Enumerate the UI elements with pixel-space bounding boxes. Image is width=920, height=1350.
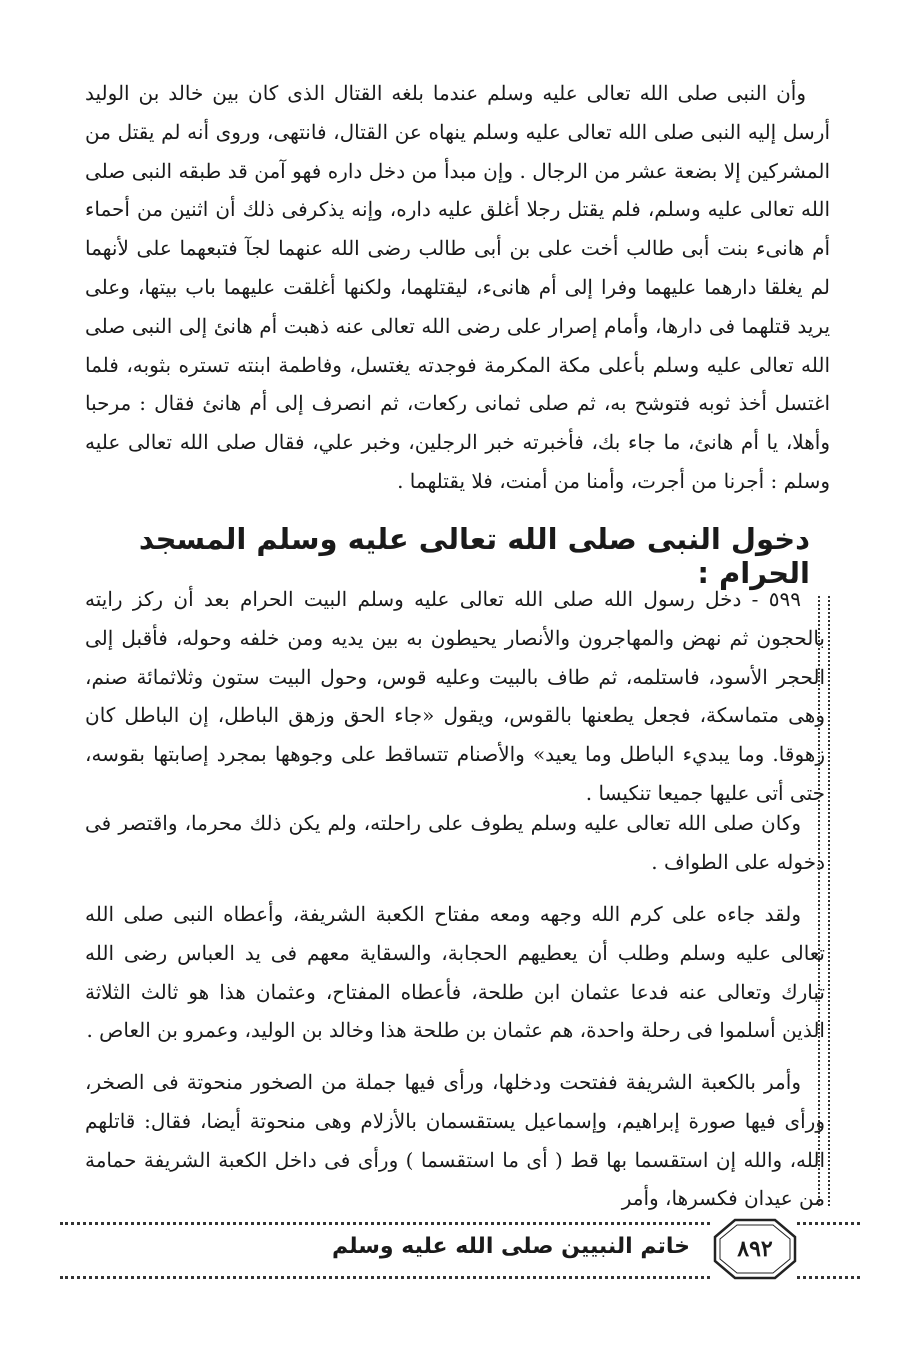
- text-line: وسلم : أجرنا من أجرت، وأمنا من أمنت، فلا يقتلهما .: [397, 468, 830, 493]
- paragraph-text: [85, 74, 830, 501]
- text-line: ذهبت أم هانئ إلى النبى صلى الله تعالى عليه وسلم بأعلى مكة المكرمة فوجدته يغتسل، وفاطمة ابنته: [85, 313, 831, 377]
- page-number-badge: [713, 1217, 797, 1281]
- paragraph-inside-kaaba: [85, 1063, 825, 1218]
- paragraph-kaaba-key: [85, 895, 825, 1050]
- text-line: دخوله على الطواف .: [651, 849, 825, 874]
- section-heading: دخول النبى صلى الله تعالى عليه وسلم المسجد الحرام :: [138, 522, 810, 590]
- text-line: فيها صورة إبراهيم، وإسماعيل يستقسمان بالأزلام وهى منحوتة أيضا، فقال: قاتلهم الله، والله إن: [85, 1108, 826, 1172]
- text-line: ابن طلحة، فأعطاه المفتاح، وعثمان هذا هو ثالث الثلاثة الذين أسلموا فى رحلة واحدة، هم عثمان بن: [85, 979, 825, 1043]
- text-line: وأن النبى صلى الله تعالى عليه وسلم عندما بلغه القتال الذى كان بين خالد بن الوليد أرسل إليه: [85, 81, 831, 144]
- page-number: ٨٩٢: [737, 1236, 773, 1262]
- paragraph-hani-story: [85, 74, 830, 501]
- text-line: مرحبا وأهلا، يا أم هانئ، ما جاء بك، فأخبرته خبر الرجلين، وخبر علي، فقال صلى الله تعالى عليه: [85, 391, 830, 455]
- paragraph-text: [85, 895, 825, 1050]
- paragraph-text: [85, 1063, 825, 1218]
- text-line: وسلم وطلب أن يعطيهم الحجابة، والسقاية معهم فى يد العباس رضى الله تبارك وتعالى عنه فدعا عثمان: [85, 940, 826, 1004]
- paragraph-text: [85, 804, 825, 882]
- side-decorative-border: [818, 596, 830, 1206]
- text-line: ولقد جاءه على كرم الله وجهه ومعه مفتاح الكعبة الشريفة، وأعطاه النبى صلى الله تعالى عليه: [85, 902, 826, 965]
- text-line: من الرجال . وإن مبدأ من دخل داره فهو آمن قد طبقه النبى صلى الله تعالى عليه وسلم، فلم يقتل رجلا: [85, 158, 830, 222]
- text-line: وكان صلى الله تعالى عليه وسلم يطوف على راحلته، ولم يكن ذلك محرما، واقتصر فى: [85, 811, 801, 835]
- text-line: والأصنام تتساقط على وجوهها بمجرد إصابتها بقوسه، حتى أتى عليها جميعا تنكيسا .: [85, 742, 825, 805]
- text-line: تستره بثوبه، فلما اغتسل أخذ ثوبه فتوشح به، ثم صلى ثمانى ركعات، ثم انصرف إلى أم هانئ فقال :: [85, 352, 830, 416]
- paragraph-text: [85, 580, 825, 813]
- paragraph-entering-haram: [85, 580, 825, 813]
- text-line: ثم نهض والمهاجرون والأنصار يحيطون به بين يديه ومن خلفه وحوله، فأقبل إلى الحجر الأسود،: [85, 625, 826, 689]
- text-line: ٥٩٩ - دخل رسول الله صلى الله تعالى عليه وسلم البيت الحرام بعد أن ركز رايته بالحجون: [85, 587, 825, 650]
- text-line: استقسما بها قط ( أى ما استقسما ) ورأى فى داخل الكعبة الشريفة حمامة من عيدان فكسرها، وأمر: [85, 1147, 825, 1211]
- text-line: ولكنها أغلقت عليهما باب بيتها، وعلى يريد قتلهما فى دارها، وأمام إصرار على رضى الله تعالى عنه: [85, 274, 831, 338]
- text-line: فاستلمه، ثم طاف بالبيت وعليه قوس، وحول البيت ستون وثلاثمائة صنم، وهى متماسكة، فجعل: [85, 664, 825, 728]
- text-line: طالب رضى الله عنهما لجآ فتبعهما على لأنهما لم يغلقا دارهما عليهما وفرا إلى أم هانىء، ليقتلهما،: [85, 236, 831, 299]
- text-line: طلحة هذا وخالد بن الوليد، وعمرو بن العاص .: [86, 1018, 460, 1043]
- text-line: وأمر بالكعبة الشريفة ففتحت ودخلها، ورأى فيها جملة من الصخور منحوتة فى الصخر، ورأى: [85, 1070, 825, 1133]
- paragraph-tawaf: [85, 804, 825, 882]
- text-line: النبى صلى الله تعالى عليه وسلم ينهاه عن القتال، فانتهى، وروى أنه لم يقتل من المشركين إلا بضعة عشر: [85, 119, 830, 183]
- text-line: يطعنها بالقوس، ويقول «جاء الحق وزهق الباطل، إن الباطل كان زهوقا. وما يبديء الباطل وما يعيد»: [85, 703, 825, 767]
- book-title: خاتم النبيين صلى الله عليه وسلم: [332, 1234, 690, 1259]
- text-line: أغلق عليه داره، وإنه يذكرفى ذلك أن اثنين من أحماء أم هانىء بنت أبى طالب أخت على بن أبى: [85, 197, 831, 261]
